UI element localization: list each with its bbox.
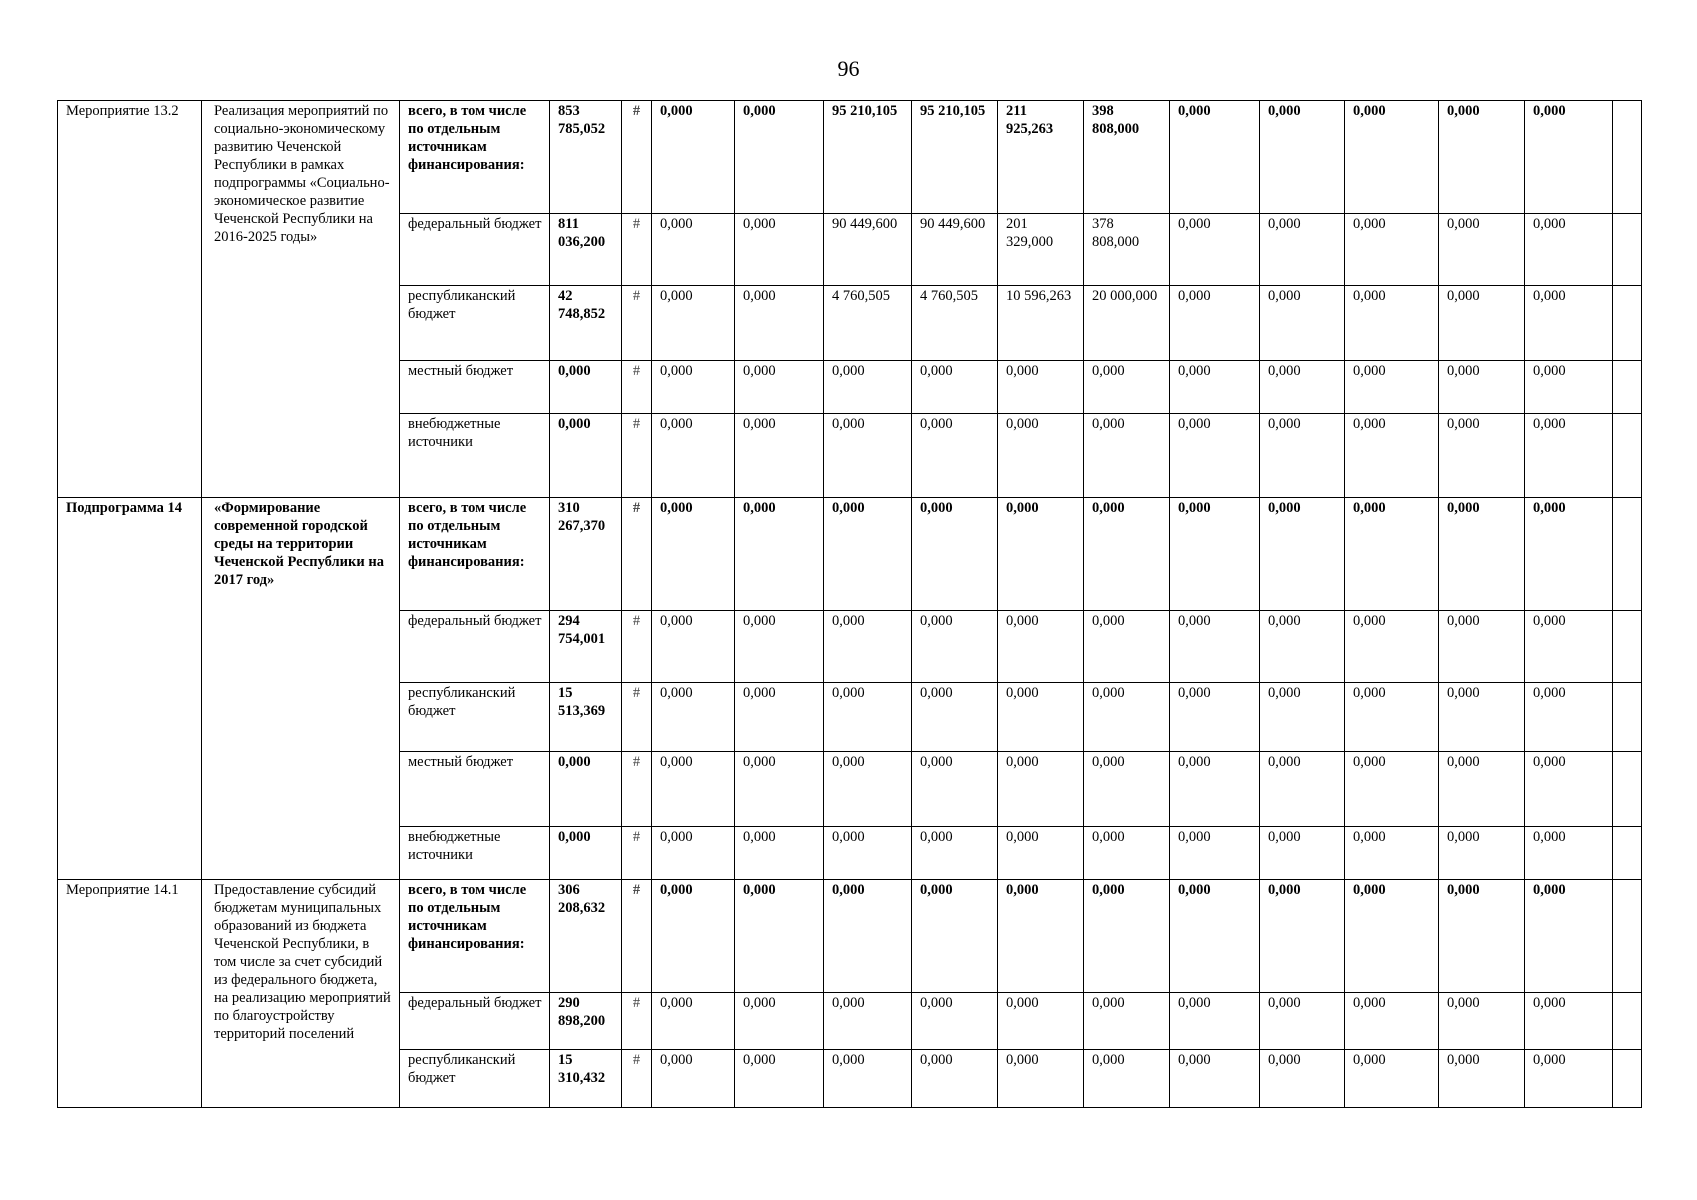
year-value: 0,000 [912, 498, 998, 611]
year-value: 0,000 [1260, 827, 1345, 880]
year-value: 0,000 [1525, 611, 1613, 683]
total-amount: 0,000 [550, 752, 622, 827]
year-value: 0,000 [735, 361, 824, 414]
year-value: 0,000 [1170, 752, 1260, 827]
year-value: 0,000 [1170, 1050, 1260, 1108]
year-value: 0,000 [652, 993, 735, 1050]
hash-mark: # [622, 498, 652, 611]
year-value: 0,000 [735, 611, 824, 683]
total-amount: 0,000 [550, 361, 622, 414]
year-value: 0,000 [1525, 683, 1613, 752]
funding-source: федеральный бюджет [400, 993, 550, 1050]
empty-cell [1613, 993, 1642, 1050]
year-value: 0,000 [1084, 414, 1170, 498]
year-value: 0,000 [1345, 752, 1439, 827]
total-amount: 42 748,852 [550, 286, 622, 361]
year-value: 0,000 [1345, 827, 1439, 880]
total-amount: 290 898,200 [550, 993, 622, 1050]
year-value: 0,000 [824, 414, 912, 498]
total-amount: 306 208,632 [550, 880, 622, 993]
funding-source: всего, в том числе по отдельным источникам финансирования: [400, 880, 550, 993]
year-value: 0,000 [1260, 752, 1345, 827]
year-value: 0,000 [1345, 880, 1439, 993]
year-value: 0,000 [652, 498, 735, 611]
total-amount: 0,000 [550, 414, 622, 498]
year-value: 0,000 [735, 683, 824, 752]
section-code: Мероприятие 13.2 [58, 101, 202, 498]
year-value: 0,000 [735, 1050, 824, 1108]
year-value: 0,000 [1439, 683, 1525, 752]
year-value: 0,000 [1170, 214, 1260, 286]
year-value: 398 808,000 [1084, 101, 1170, 214]
year-value: 0,000 [1525, 1050, 1613, 1108]
budget-table [57, 100, 1642, 1108]
year-value: 0,000 [1439, 286, 1525, 361]
year-value: 0,000 [652, 214, 735, 286]
section-code: Подпрограмма 14 [58, 498, 202, 880]
year-value: 0,000 [652, 101, 735, 214]
year-value: 0,000 [735, 880, 824, 993]
year-value: 0,000 [1170, 611, 1260, 683]
year-value: 0,000 [735, 993, 824, 1050]
year-value: 0,000 [1084, 993, 1170, 1050]
hash-mark: # [622, 683, 652, 752]
year-value: 0,000 [912, 827, 998, 880]
year-value: 0,000 [652, 683, 735, 752]
year-value: 0,000 [1525, 752, 1613, 827]
year-value: 0,000 [998, 752, 1084, 827]
year-value: 0,000 [735, 286, 824, 361]
year-value: 0,000 [1260, 993, 1345, 1050]
year-value: 0,000 [1439, 611, 1525, 683]
section-code: Мероприятие 14.1 [58, 880, 202, 1108]
year-value: 0,000 [652, 1050, 735, 1108]
year-value: 0,000 [1084, 683, 1170, 752]
year-value: 0,000 [1170, 498, 1260, 611]
year-value: 0,000 [912, 752, 998, 827]
total-amount: 811 036,200 [550, 214, 622, 286]
year-value: 90 449,600 [912, 214, 998, 286]
year-value: 0,000 [1260, 101, 1345, 214]
total-amount: 294 754,001 [550, 611, 622, 683]
year-value: 0,000 [912, 1050, 998, 1108]
year-value: 0,000 [1345, 101, 1439, 214]
hash-mark: # [622, 101, 652, 214]
hash-mark: # [622, 880, 652, 993]
year-value: 0,000 [998, 498, 1084, 611]
year-value: 0,000 [1170, 101, 1260, 214]
year-value: 95 210,105 [912, 101, 998, 214]
year-value: 0,000 [1439, 414, 1525, 498]
year-value: 0,000 [1525, 361, 1613, 414]
year-value: 0,000 [1345, 414, 1439, 498]
hash-mark: # [622, 993, 652, 1050]
empty-cell [1613, 498, 1642, 611]
year-value: 0,000 [735, 752, 824, 827]
year-value: 0,000 [1439, 1050, 1525, 1108]
year-value: 0,000 [1260, 414, 1345, 498]
funding-source: федеральный бюджет [400, 611, 550, 683]
year-value: 0,000 [824, 498, 912, 611]
year-value: 0,000 [1170, 993, 1260, 1050]
year-value: 0,000 [1345, 286, 1439, 361]
year-value: 4 760,505 [912, 286, 998, 361]
funding-source: местный бюджет [400, 752, 550, 827]
year-value: 0,000 [998, 361, 1084, 414]
year-value: 0,000 [1439, 361, 1525, 414]
year-value: 0,000 [1345, 1050, 1439, 1108]
year-value: 0,000 [998, 993, 1084, 1050]
year-value: 0,000 [1525, 498, 1613, 611]
year-value: 0,000 [1525, 993, 1613, 1050]
year-value: 0,000 [1084, 611, 1170, 683]
year-value: 0,000 [824, 752, 912, 827]
year-value: 0,000 [912, 414, 998, 498]
year-value: 0,000 [735, 214, 824, 286]
empty-cell [1613, 101, 1642, 214]
year-value: 0,000 [912, 683, 998, 752]
year-value: 0,000 [1345, 611, 1439, 683]
year-value: 0,000 [912, 993, 998, 1050]
section-title: «Формирование современной городской среды на территории Чеченской Республики на 2017 год» [202, 498, 400, 880]
year-value: 0,000 [1170, 880, 1260, 993]
empty-cell [1613, 611, 1642, 683]
year-value: 0,000 [998, 1050, 1084, 1108]
year-value: 0,000 [1084, 880, 1170, 993]
total-amount: 15 310,432 [550, 1050, 622, 1108]
funding-source: республиканский бюджет [400, 1050, 550, 1108]
year-value: 0,000 [1439, 101, 1525, 214]
year-value: 0,000 [652, 752, 735, 827]
year-value: 0,000 [1260, 361, 1345, 414]
year-value: 0,000 [1170, 414, 1260, 498]
year-value: 0,000 [1345, 683, 1439, 752]
year-value: 0,000 [652, 880, 735, 993]
empty-cell [1613, 880, 1642, 993]
year-value: 0,000 [1439, 880, 1525, 993]
year-value: 0,000 [1260, 683, 1345, 752]
year-value: 0,000 [1345, 993, 1439, 1050]
empty-cell [1613, 214, 1642, 286]
year-value: 0,000 [652, 361, 735, 414]
hash-mark: # [622, 414, 652, 498]
year-value: 0,000 [1260, 498, 1345, 611]
year-value: 0,000 [912, 611, 998, 683]
section-title: Реализация мероприятий по социально-экономическому развитию Чеченской Республики в рамках подпрограммы «Социально-экономическое развитие Чеченской Республики на 2016-2025 годы» [202, 101, 400, 498]
year-value: 0,000 [1439, 498, 1525, 611]
year-value: 0,000 [1260, 611, 1345, 683]
year-value: 0,000 [1260, 1050, 1345, 1108]
year-value: 0,000 [1084, 498, 1170, 611]
table-row [58, 880, 1642, 993]
year-value: 0,000 [824, 683, 912, 752]
page-number: 96 [837, 56, 860, 81]
year-value: 0,000 [1345, 214, 1439, 286]
year-value: 0,000 [1084, 361, 1170, 414]
year-value: 0,000 [998, 414, 1084, 498]
year-value: 0,000 [1084, 1050, 1170, 1108]
year-value: 0,000 [735, 827, 824, 880]
year-value: 0,000 [1260, 880, 1345, 993]
year-value: 0,000 [735, 498, 824, 611]
funding-source: местный бюджет [400, 361, 550, 414]
total-amount: 0,000 [550, 827, 622, 880]
year-value: 0,000 [1260, 214, 1345, 286]
year-value: 0,000 [824, 880, 912, 993]
year-value: 0,000 [824, 1050, 912, 1108]
empty-cell [1613, 1050, 1642, 1108]
empty-cell [1613, 683, 1642, 752]
total-amount: 853 785,052 [550, 101, 622, 214]
year-value: 211 925,263 [998, 101, 1084, 214]
year-value: 0,000 [912, 361, 998, 414]
year-value: 378 808,000 [1084, 214, 1170, 286]
year-value: 0,000 [1525, 101, 1613, 214]
year-value: 95 210,105 [824, 101, 912, 214]
year-value: 4 760,505 [824, 286, 912, 361]
year-value: 0,000 [652, 827, 735, 880]
funding-source: республиканский бюджет [400, 683, 550, 752]
funding-source: федеральный бюджет [400, 214, 550, 286]
year-value: 0,000 [1439, 827, 1525, 880]
year-value: 0,000 [824, 993, 912, 1050]
year-value: 0,000 [1170, 827, 1260, 880]
empty-cell [1613, 414, 1642, 498]
year-value: 0,000 [1084, 752, 1170, 827]
hash-mark: # [622, 611, 652, 683]
funding-source: внебюджетные источники [400, 827, 550, 880]
hash-mark: # [622, 361, 652, 414]
year-value: 0,000 [998, 880, 1084, 993]
empty-cell [1613, 827, 1642, 880]
total-amount: 310 267,370 [550, 498, 622, 611]
year-value: 0,000 [652, 414, 735, 498]
year-value: 201 329,000 [998, 214, 1084, 286]
funding-source: внебюджетные источники [400, 414, 550, 498]
table-row [58, 498, 1642, 611]
year-value: 0,000 [998, 611, 1084, 683]
year-value: 0,000 [1525, 414, 1613, 498]
year-value: 10 596,263 [998, 286, 1084, 361]
year-value: 0,000 [1525, 286, 1613, 361]
year-value: 20 000,000 [1084, 286, 1170, 361]
total-amount: 15 513,369 [550, 683, 622, 752]
year-value: 0,000 [1345, 498, 1439, 611]
year-value: 0,000 [1439, 993, 1525, 1050]
empty-cell [1613, 361, 1642, 414]
year-value: 90 449,600 [824, 214, 912, 286]
hash-mark: # [622, 1050, 652, 1108]
year-value: 0,000 [998, 683, 1084, 752]
year-value: 0,000 [824, 361, 912, 414]
year-value: 0,000 [1170, 286, 1260, 361]
funding-source: республиканский бюджет [400, 286, 550, 361]
empty-cell [1613, 752, 1642, 827]
hash-mark: # [622, 286, 652, 361]
year-value: 0,000 [1525, 880, 1613, 993]
year-value: 0,000 [735, 101, 824, 214]
year-value: 0,000 [824, 827, 912, 880]
hash-mark: # [622, 214, 652, 286]
year-value: 0,000 [1439, 214, 1525, 286]
table-body [58, 101, 1642, 1108]
year-value: 0,000 [912, 880, 998, 993]
year-value: 0,000 [735, 414, 824, 498]
year-value: 0,000 [1525, 214, 1613, 286]
year-value: 0,000 [1345, 361, 1439, 414]
year-value: 0,000 [1170, 683, 1260, 752]
funding-source: всего, в том числе по отдельным источникам финансирования: [400, 101, 550, 214]
year-value: 0,000 [824, 611, 912, 683]
year-value: 0,000 [652, 286, 735, 361]
funding-source: всего, в том числе по отдельным источникам финансирования: [400, 498, 550, 611]
year-value: 0,000 [1525, 827, 1613, 880]
year-value: 0,000 [1260, 286, 1345, 361]
table-row [58, 101, 1642, 214]
year-value: 0,000 [652, 611, 735, 683]
year-value: 0,000 [1439, 752, 1525, 827]
hash-mark: # [622, 827, 652, 880]
year-value: 0,000 [1170, 361, 1260, 414]
section-title: Предоставление субсидий бюджетам муниципальных образований из бюджета Чеченской Республики, в том числе за счет субсидий из федерального бюджета, на реализацию мероприятий по благоустройству территорий поселений [202, 880, 400, 1108]
hash-mark: # [622, 752, 652, 827]
year-value: 0,000 [998, 827, 1084, 880]
empty-cell [1613, 286, 1642, 361]
year-value: 0,000 [1084, 827, 1170, 880]
